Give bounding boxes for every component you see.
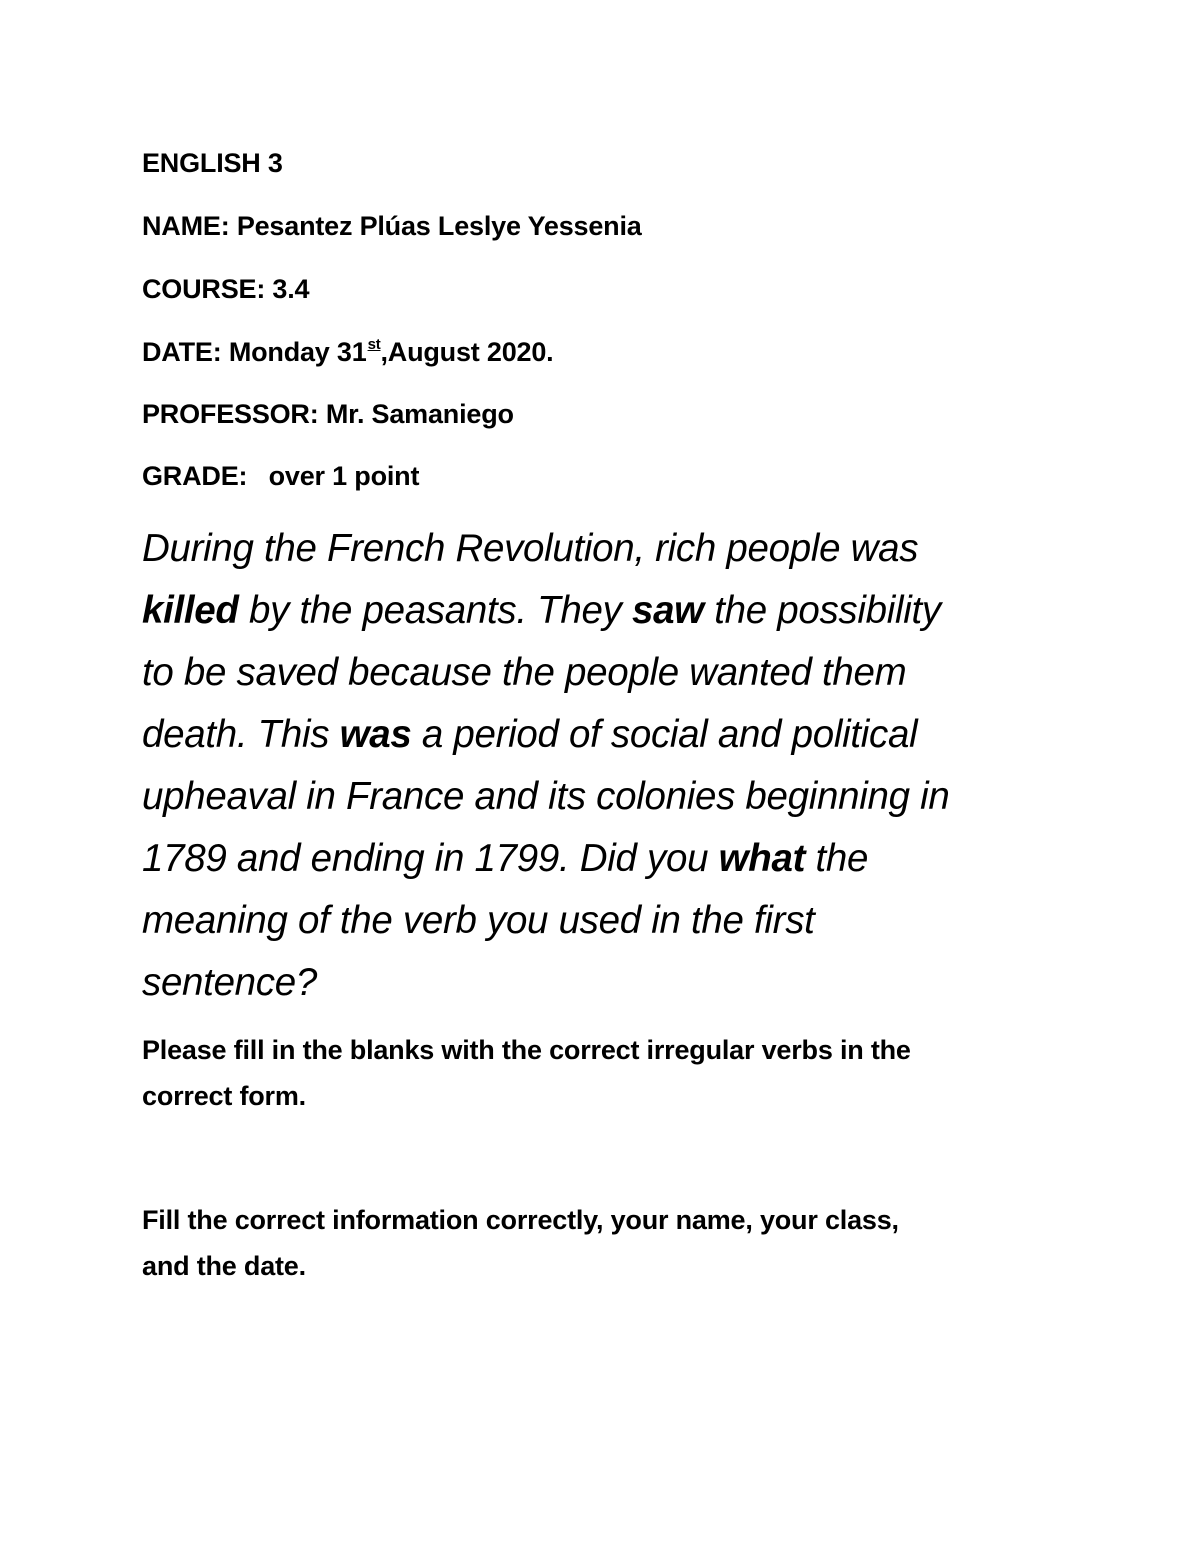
date-superscript: st bbox=[367, 336, 381, 353]
paragraph-line: During the French Revolution, rich people was bbox=[142, 527, 919, 570]
date-prefix: Monday 31 bbox=[228, 337, 367, 367]
paragraph-line: to be saved because the people wanted them bbox=[142, 651, 907, 694]
course-title bbox=[142, 146, 283, 180]
bold-verb-killed: killed bbox=[142, 589, 239, 632]
grade-line bbox=[142, 459, 419, 493]
paragraph-line: upheaval in France and its colonies beginning in bbox=[142, 775, 950, 818]
paragraph-line: death. This was a period of social and political bbox=[142, 713, 918, 756]
professor-value: Mr. Samaniego bbox=[325, 399, 514, 429]
date-label: DATE: bbox=[142, 337, 222, 367]
professor-label: PROFESSOR: bbox=[142, 399, 319, 429]
paragraph-line: killed by the peasants. They saw the possibility bbox=[142, 589, 941, 632]
paragraph-line: sentence? bbox=[142, 961, 317, 1004]
course-title-text: ENGLISH 3 bbox=[142, 148, 283, 178]
instruction-fill-blanks: Please fill in the blanks with the correct irregular verbs in the correct form. bbox=[142, 1035, 911, 1111]
grade-value: over 1 point bbox=[268, 461, 420, 491]
name-label: NAME: bbox=[142, 211, 230, 241]
course-value: 3.4 bbox=[272, 274, 310, 304]
name-line bbox=[142, 209, 642, 243]
date-value bbox=[229, 337, 554, 367]
name-value: Pesantez Plúas Leslye Yessenia bbox=[236, 211, 642, 241]
course-line bbox=[142, 272, 309, 306]
date-suffix: ,August 2020. bbox=[380, 337, 554, 367]
bold-verb-what: what bbox=[718, 837, 806, 880]
bold-verb-was: was bbox=[339, 713, 412, 756]
paragraph-line: 1789 and ending in 1799. Did you what the bbox=[142, 837, 869, 880]
bold-verb-saw: saw bbox=[631, 589, 704, 632]
exercise-paragraph bbox=[142, 518, 1082, 1014]
course-label: COURSE: bbox=[142, 274, 266, 304]
date-line bbox=[142, 335, 553, 374]
instruction-fill-information: Fill the correct information correctly, your name, your class, and the date. bbox=[142, 1205, 899, 1281]
grade-label: GRADE: bbox=[142, 461, 248, 491]
paragraph-line: meaning of the verb you used in the first bbox=[142, 899, 815, 942]
professor-line bbox=[142, 397, 514, 431]
